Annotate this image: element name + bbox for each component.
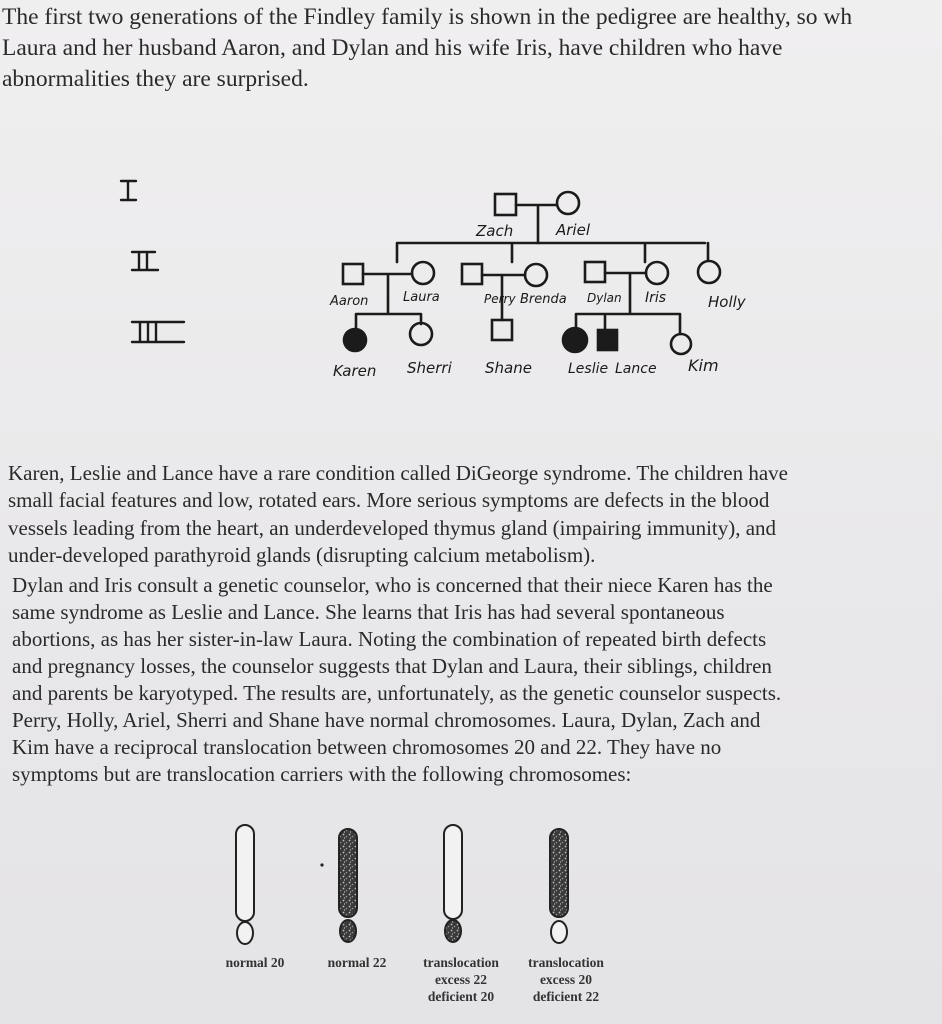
pedigree-chart (0, 0, 942, 450)
chromosome-diagram (0, 815, 942, 975)
kim-symbol (671, 334, 691, 354)
name-dylan: Dylan (587, 291, 622, 305)
dylan-symbol (585, 262, 605, 282)
chromosome-translocation-excess-22 (444, 825, 462, 942)
chromosome-label-translocation-excess-22: translocation excess 22 deficient 20 (423, 955, 499, 1004)
name-zach: Zach (476, 222, 514, 240)
name-ariel: Ariel (556, 221, 590, 239)
body-paragraph-1: Karen, Leslie and Lance have a rare condition called DiGeorge syndrome. The children have small facial features and low, rotated ears. More serious symptoms are defects in the blood vessels leading from the heart, an underdeveloped thymus gland (impairing immunity), and under-developed parathyroid glands (disrupting calcium metabolism). (8, 461, 788, 568)
karen-symbol (344, 329, 366, 351)
ariel-symbol (557, 192, 579, 214)
name-karen: Karen (333, 362, 377, 380)
iris-symbol (646, 262, 668, 284)
chromosome-label-normal-20: normal 20 (225, 955, 285, 970)
brenda-symbol (525, 264, 547, 286)
holly-symbol (698, 261, 720, 283)
chromosome-normal-20 (236, 825, 254, 944)
chromosome-label-normal-22: normal 22 (327, 955, 387, 970)
chromosome-normal-22 (339, 829, 357, 942)
chromosome-translocation-excess-20 (550, 829, 568, 943)
body-paragraph-2: Dylan and Iris consult a genetic counselor, who is concerned that their niece Karen has the same syndrome as Leslie and Lance. She learns that Iris has had several spontaneous abortions, as has her sister-in-law Laura. Noting the combination of repeated birth defects and pregnancy losses, the counselor suggests that Dylan and Laura, their siblings, children and parents be karyotyped. The results are, unfortunately, as the genetic counselor suspects. Perry, Holly, Ariel, Sherri and Shane have normal chromosomes. Laura, Dylan, Zach and Kim have a reciprocal translocation between chromosomes 20 and 22. They have no symptoms but are translocation carriers with the following chromosomes: (12, 573, 782, 786)
name-lance: Lance (615, 361, 657, 377)
name-leslie: Leslie (568, 361, 609, 377)
name-iris: Iris (645, 290, 667, 306)
sherri-symbol (410, 323, 432, 345)
name-sherri: Sherri (407, 359, 452, 377)
name-laura: Laura (403, 290, 440, 305)
shane-symbol (492, 320, 512, 340)
generation-labels (121, 181, 184, 342)
name-shane: Shane (485, 359, 532, 377)
intro-paragraph: The first two generations of the Findley family is shown in the pedigree are healthy, so wh Laura and her husband Aaron, and Dylan and his wife Iris, have children who have abnormalities they are surprised. (2, 4, 853, 92)
chromosome-label-translocation-excess-20: translocation excess 20 deficient 22 (528, 955, 604, 1004)
zach-symbol (495, 194, 516, 215)
lance-symbol (598, 330, 617, 350)
name-brenda: Brenda (520, 292, 567, 307)
perry-symbol (462, 264, 482, 284)
leslie-symbol (563, 328, 587, 352)
name-perry: Perry (484, 292, 516, 306)
name-holly: Holly (708, 293, 746, 311)
laura-symbol (412, 262, 434, 284)
name-aaron: Aaron (330, 294, 369, 309)
aaron-symbol (343, 264, 363, 284)
name-kim: Kim (688, 356, 719, 375)
